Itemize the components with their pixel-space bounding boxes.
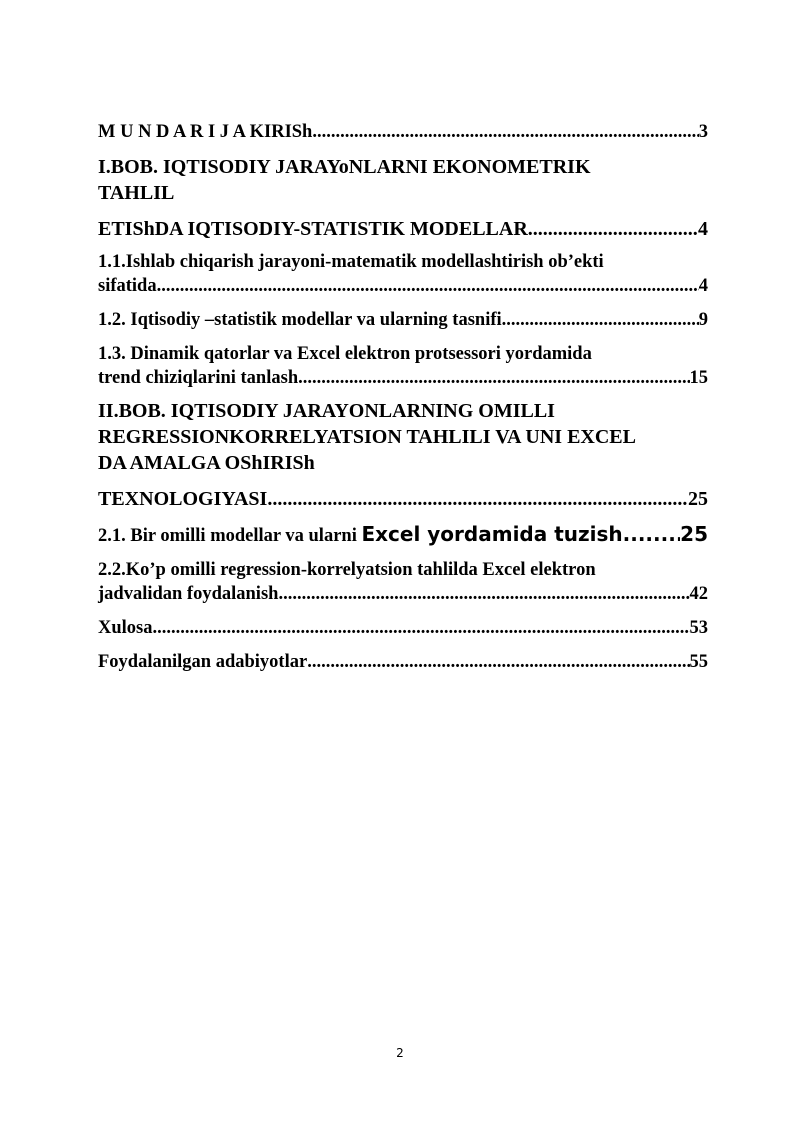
- toc-line: 1.2. Iqtisodiy –statistik modellar va ularning tasnifi: [98, 310, 502, 330]
- page-number: 2: [396, 1046, 404, 1060]
- toc-page-number: 4: [698, 218, 708, 240]
- toc-page-number: 25: [680, 522, 708, 546]
- toc-entry-2-1: [98, 522, 708, 548]
- toc-line-emphasis: Excel yordamida tuzish: [361, 522, 623, 546]
- toc-line: TEXNOLOGIYASI: [98, 488, 268, 510]
- toc-entry-references: [98, 650, 708, 674]
- toc-page-number: 3: [698, 122, 708, 142]
- toc-line: 1.1.Ishlab chiqarish jarayoni-matematik modellashtirish ob’ekti: [98, 252, 604, 272]
- toc-page-number: 25: [688, 488, 708, 510]
- toc-page-number: 4: [698, 276, 708, 296]
- toc-entry-chapter-1: [98, 154, 708, 242]
- toc-page-number: 53: [689, 618, 708, 638]
- toc-entry-1-3: [98, 342, 708, 390]
- toc-line: REGRESSIONKORRELYATSION TAHLILI VA UNI EXCEL: [98, 426, 636, 448]
- toc-page-number: 15: [689, 368, 708, 388]
- toc-entry-1-1: [98, 250, 708, 298]
- table-of-contents: [98, 120, 708, 674]
- toc-line: Foydalanilgan adabiyotlar: [98, 652, 308, 672]
- toc-entry-title: [98, 120, 708, 144]
- toc-entry-chapter-2: [98, 398, 708, 512]
- toc-line: jadvalidan foydalanish: [98, 584, 279, 604]
- toc-entry-conclusion: [98, 616, 708, 640]
- toc-line: II.BOB. IQTISODIY JARAYONLARNING OMILLI: [98, 400, 555, 422]
- toc-page-number: 42: [689, 584, 708, 604]
- toc-page-number: 9: [698, 310, 708, 330]
- toc-line: Xulosa: [98, 618, 153, 638]
- toc-line: sifatida: [98, 276, 157, 296]
- toc-title-text: M U N D A R I J A KIRISh: [98, 122, 313, 142]
- toc-line: trend chiziqlarini tanlash: [98, 368, 299, 388]
- toc-entry-2-2: [98, 558, 708, 606]
- toc-line: DA AMALGA OShIRISh: [98, 452, 315, 474]
- toc-page-number: 55: [689, 652, 708, 672]
- toc-line: TAHLIL: [98, 182, 175, 204]
- toc-line: ETIShDA IQTISODIY-STATISTIK MODELLAR: [98, 218, 528, 240]
- toc-line: 2.1. Bir omilli modellar va ularni: [98, 526, 362, 546]
- toc-line: I.BOB. IQTISODIY JARAYoNLARNI EKONOMETRIK: [98, 156, 591, 178]
- toc-entry-1-2: [98, 308, 708, 332]
- toc-line: 1.3. Dinamik qatorlar va Excel elektron protsessori yordamida: [98, 344, 592, 364]
- toc-line: 2.2.Ko’p omilli regression-korrelyatsion tahlilda Excel elektron: [98, 560, 596, 580]
